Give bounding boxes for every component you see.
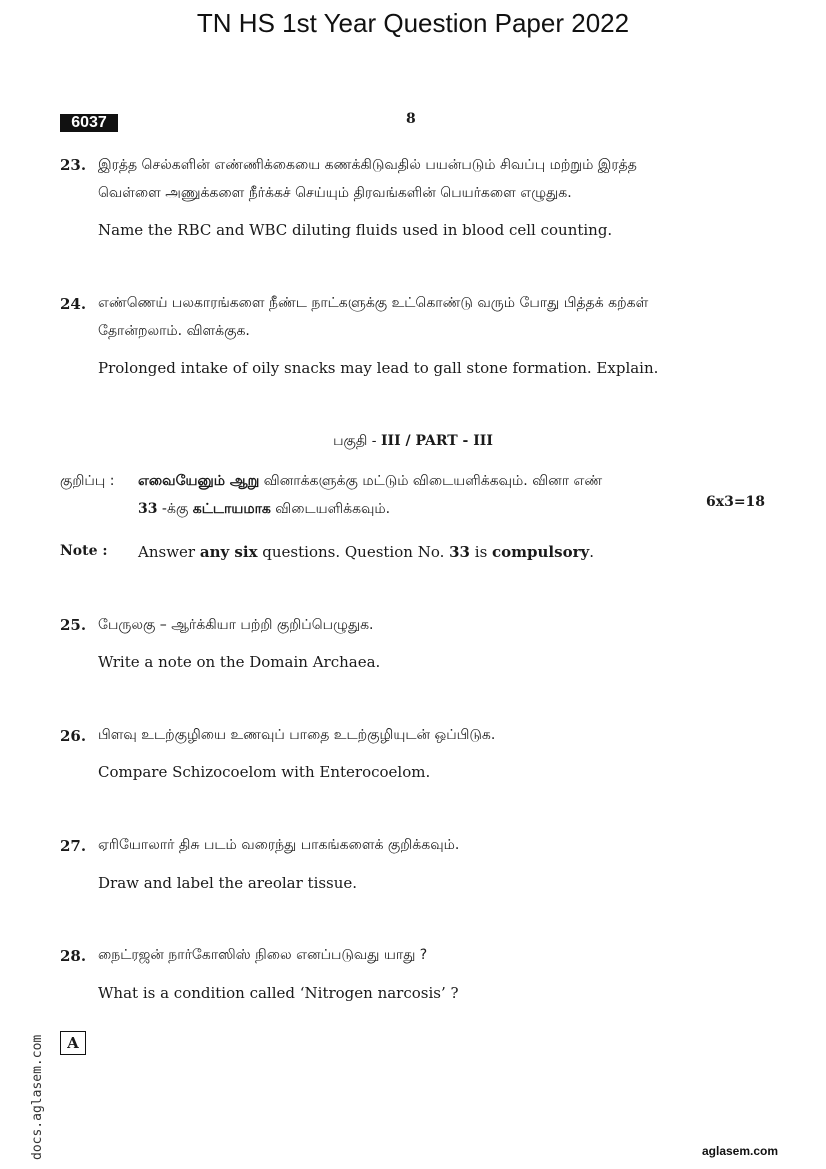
note-english [138,543,594,561]
question-tamil-line: எண்ணெய் பலகாரங்களை நீண்ட நாட்களுக்கு உட்கொண்டு வரும் போது பித்தக் கற்கள் [98,295,649,311]
question-english: Name the RBC and WBC diluting fluids used in blood cell counting. [98,221,613,239]
question-english: Compare Schizocoelom with Enterocoelom. [98,763,431,781]
note-text: . [589,543,594,561]
part-heading-separator: - [367,433,381,449]
page-number: 8 [406,111,416,127]
note-emphasis: 33 [449,543,470,561]
question-english: Draw and label the areolar tissue. [98,874,358,892]
question-tamil-line: தோன்றலாம். விளக்குக. [98,323,250,339]
footer-site: aglasem.com [702,1144,779,1158]
question-number: 24. [60,295,87,313]
question-english: What is a condition called ‘Nitrogen narcosis’ ? [98,984,459,1002]
question-number: 26. [60,727,87,745]
paper-code-badge: 6037 [60,114,118,132]
question-number: 23. [60,156,87,174]
question-tamil-line: இரத்த செல்களின் எண்ணிக்கையை கணக்கிடுவதில் பயன்படும் சிவப்பு மற்றும் இரத்த [98,157,637,173]
question-tamil-line: பேருலகு – ஆர்க்கியா பற்றி குறிப்பெழுதுக. [98,617,374,633]
note-text: வினாக்களுக்கு மட்டும் விடையளிக்கவும். வினா எண் [259,473,603,489]
question-tamil-line: நைட்ரஜன் நார்கோஸிஸ் நிலை எனப்படுவது யாது ? [98,947,428,963]
marks-allocation: 6x3=18 [706,494,766,510]
note-text: Answer [138,543,200,561]
note-english-label: Note : [60,543,108,559]
note-text: questions. Question No. [257,543,450,561]
note-emphasis: compulsory [492,543,590,561]
part-heading [0,433,826,451]
booklet-version-box: A [60,1031,86,1055]
question-number: 25. [60,616,87,634]
page-title: TN HS 1st Year Question Paper 2022 [196,8,630,38]
note-text: -க்கு [157,501,193,517]
question-number: 27. [60,837,87,855]
note-text: விடையளிக்கவும். [270,501,391,517]
part-heading-tamil: பகுதி [333,433,368,449]
question-tamil-line: ஏரியோலார் திசு படம் வரைந்து பாகங்களைக் குறிக்கவும். [98,837,460,853]
note-tamil-line-1 [138,473,602,491]
note-tamil-label: குறிப்பு : [60,473,115,489]
question-tamil-line: வெள்ளை அணுக்களை நீர்க்கச் செய்யும் திரவங்களின் பெயர்களை எழுதுக. [98,185,572,201]
note-emphasis: any six [199,543,258,561]
note-emphasis: எவையேனும் ஆறு [138,473,260,489]
watermark: docs.aglasem.com [30,1034,45,1160]
note-question-number: 33 [138,501,158,517]
note-text: is [470,543,493,561]
note-emphasis: கட்டாயமாக [192,501,271,517]
question-tamil-line: பிளவு உடற்குழியை உணவுப் பாதை உடற்குழியுடன் ஒப்பிடுக. [98,727,496,743]
question-english: Write a note on the Domain Archaea. [98,653,381,671]
question-english: Prolonged intake of oily snacks may lead to gall stone formation. Explain. [98,359,659,377]
part-heading-label: III / PART - III [381,433,493,449]
question-number: 28. [60,947,87,965]
note-tamil-line-2 [138,501,390,519]
